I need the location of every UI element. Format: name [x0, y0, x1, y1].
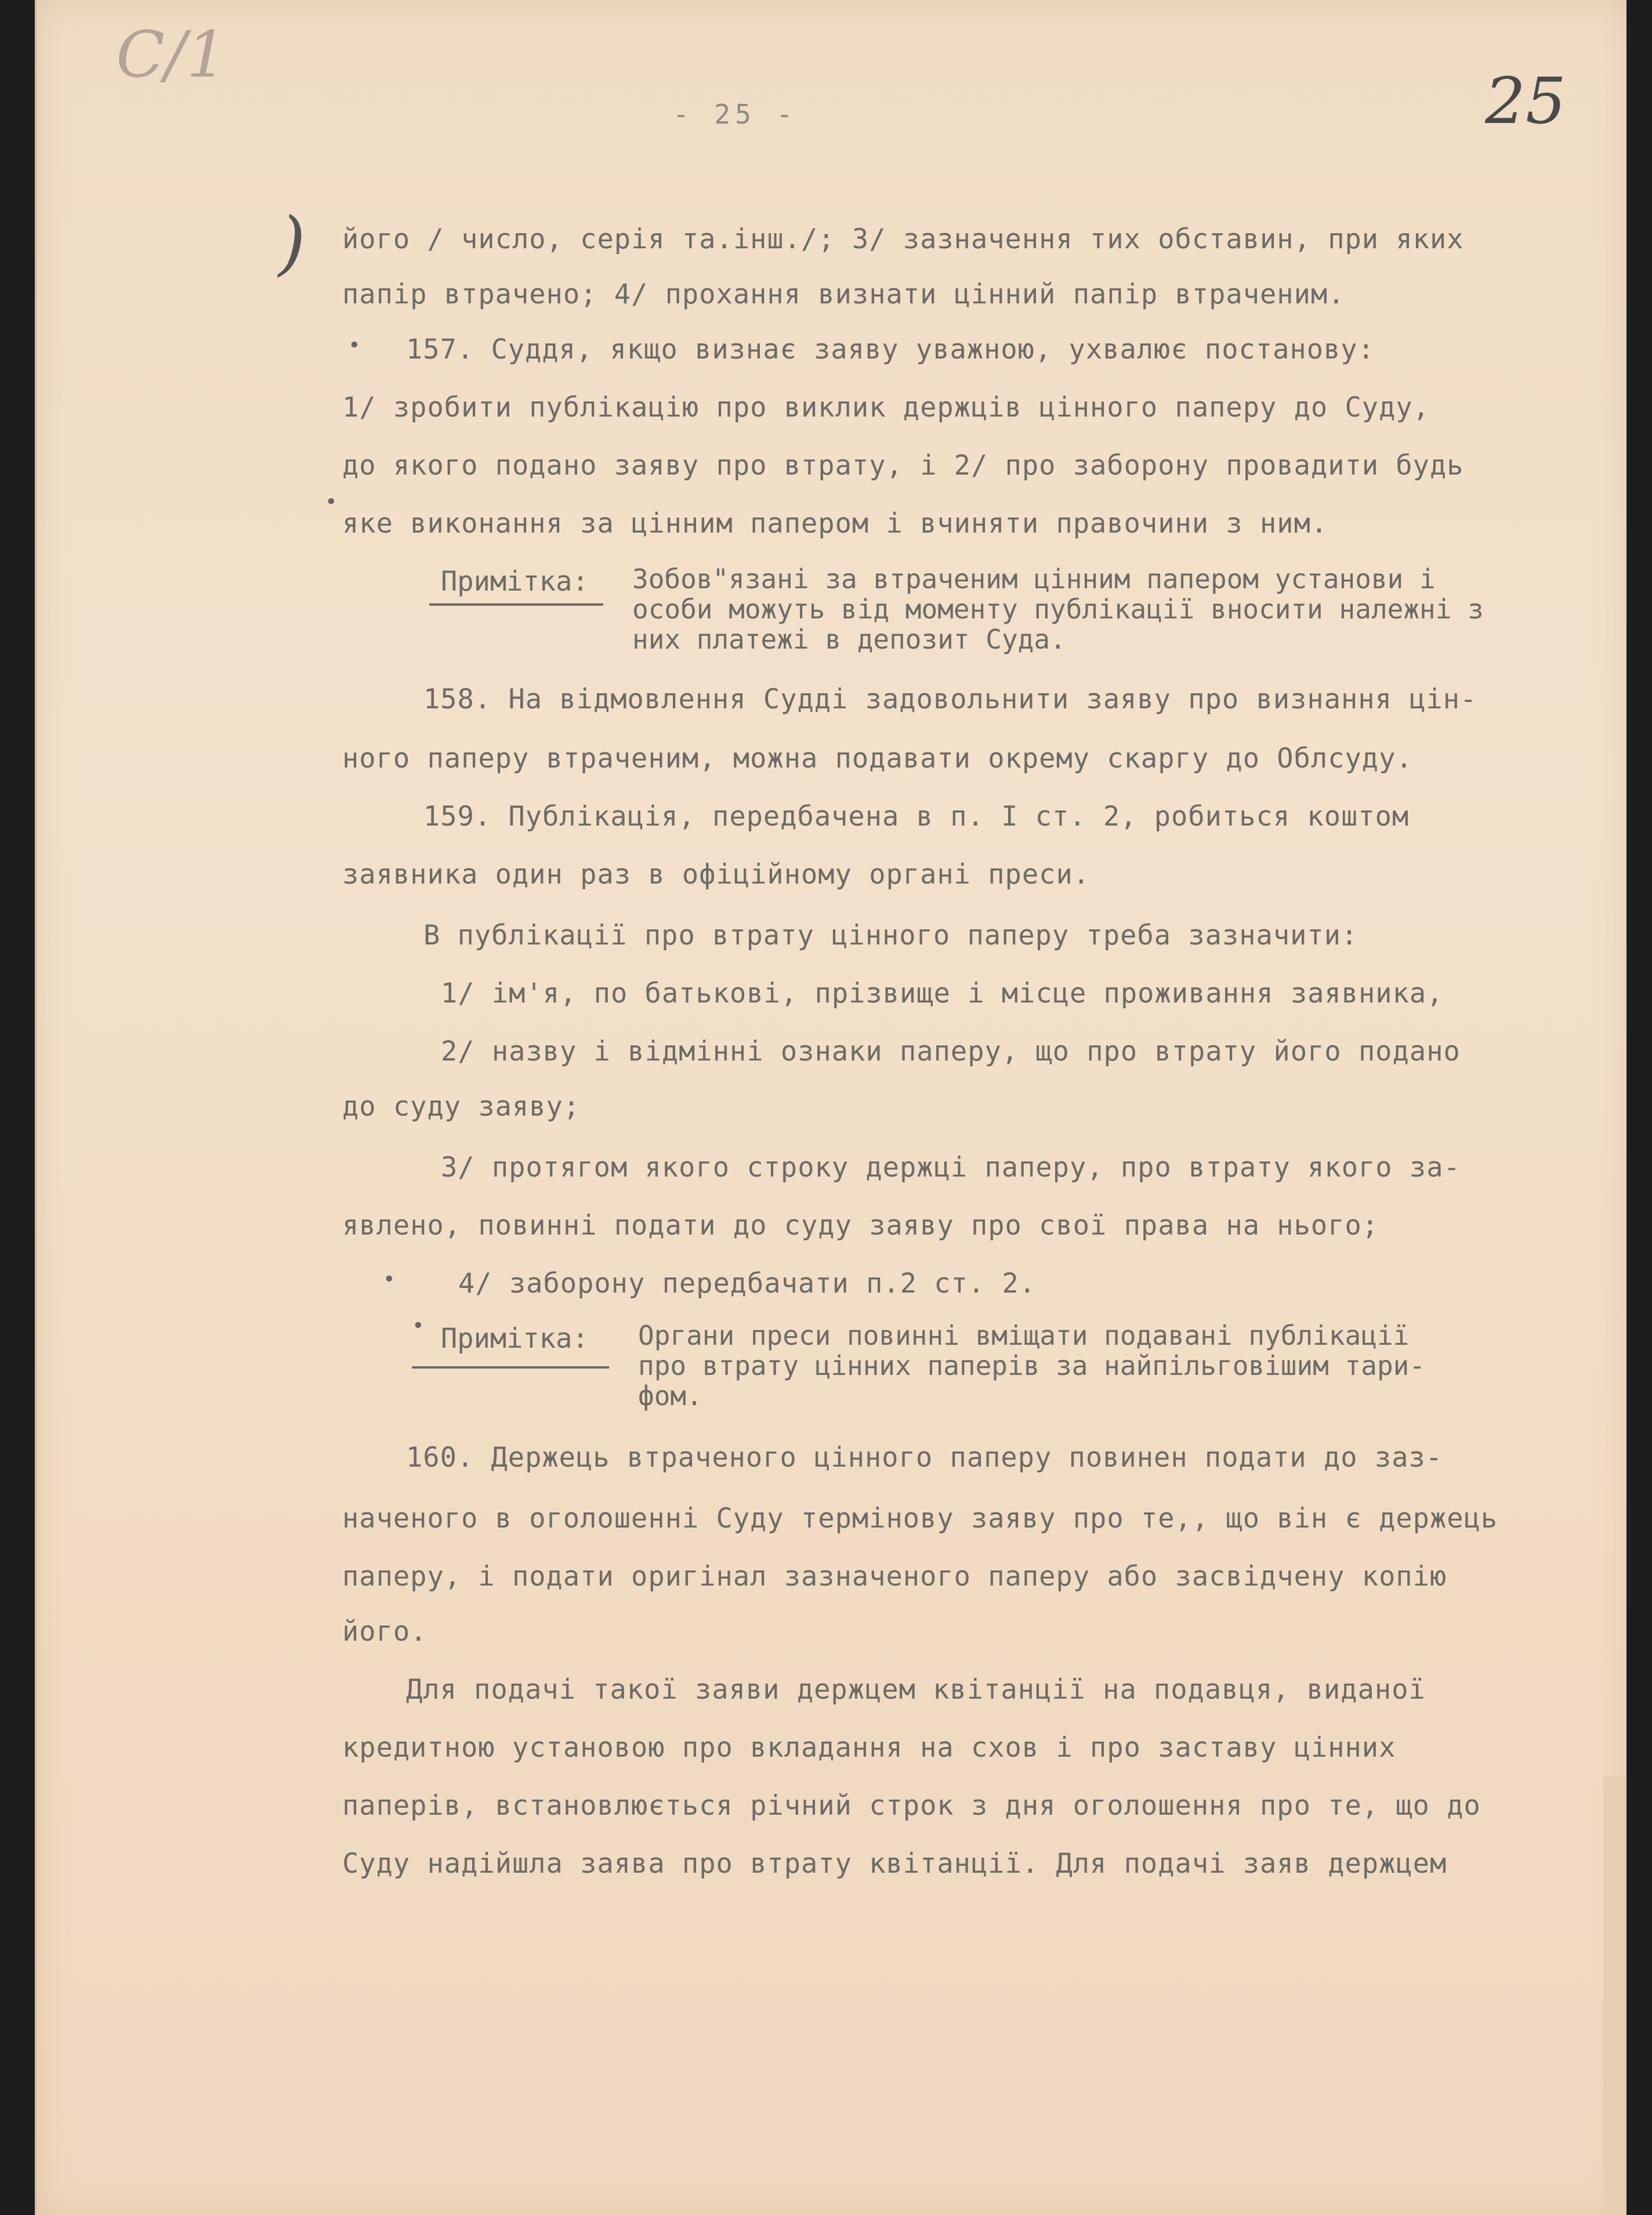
text-line: до якого подано заяву про втрату, і 2/ про заборону провадити будь	[342, 450, 1464, 482]
handwritten-page-number: 25	[1485, 64, 1566, 138]
document-page	[35, 0, 1626, 2215]
text-line: яке виконання за цінним папером і вчиняти правочини з ним.	[342, 508, 1328, 540]
text-line: його / число, серія та.інш./; 3/ зазначення тих обставин, при яких	[342, 223, 1464, 255]
margin-dot: •	[325, 490, 338, 514]
text-line: його.	[342, 1616, 428, 1648]
text-line: 158. На відмовлення Судді задовольнити заяву про визнання цін-	[423, 683, 1477, 715]
note-label: Примітка:	[441, 566, 589, 598]
text-line: 3/ протягом якого строку держці паперу, про втрату якого за-	[441, 1152, 1461, 1183]
text-line: папір втрачено; 4/ прохання визнати цінний папір втраченим.	[342, 278, 1345, 310]
margin-bracket-mark: )	[278, 203, 306, 284]
text-line: явлено, повинні подати до суду заяву про свої права на нього;	[342, 1210, 1379, 1242]
text-line: заявника один раз в офіційному органі преси.	[342, 859, 1091, 891]
note-text-line: них платежі в депозит Суда.	[632, 624, 1066, 655]
text-line: паперу, і подати оригінал зазначеного паперу або засвідчену копію	[342, 1561, 1447, 1593]
text-line: 4/ заборону передбачати п.2 ст. 2.	[458, 1268, 1037, 1300]
note-label: Примітка:	[441, 1323, 589, 1355]
note-text-line: особи можуть від моменту публікації вносити належні з	[632, 593, 1484, 625]
note-text-line: фом.	[638, 1380, 702, 1411]
text-line: В публікації про втрату цінного паперу треба зазначити:	[423, 920, 1358, 951]
text-line: 2/ назву і відмінні ознаки паперу, що про втрату його подано	[441, 1036, 1461, 1067]
note-text-line: Зобов"язані за втраченим цінним папером установи і	[632, 563, 1436, 595]
margin-dot: •	[412, 1314, 425, 1338]
note-text-line: Органи преси повинні вміщати подавані публікації	[638, 1320, 1410, 1351]
text-line: Для подачі такої заяви держцем квітанції на подавця, виданої	[406, 1674, 1426, 1706]
margin-dot: •	[383, 1268, 396, 1291]
text-line: 1/ ім'я, по батькові, прізвище і місце проживання заявника,	[441, 978, 1444, 1009]
text-line: 160. Держець втраченого цінного паперу повинен подати до заз-	[406, 1442, 1443, 1474]
text-line: Суду надійшла заява про втрату квітанції. Для подачі заяв держцем	[342, 1848, 1447, 1880]
margin-dot: •	[348, 334, 361, 357]
text-line: ного паперу втраченим, можна подавати окрему скаргу до Облсуду.	[342, 743, 1413, 774]
note-text-line: про втрату цінних паперів за найпільговішим тари-	[638, 1350, 1426, 1381]
text-line: 159. Публікація, передбачена в п. І ст. 2, робиться коштом	[423, 801, 1410, 833]
typed-page-number: - 25 -	[673, 99, 798, 130]
text-line: до суду заяву;	[342, 1091, 581, 1123]
text-line: 1/ зробити публікацію про виклик держців цінного паперу до Суду,	[342, 392, 1430, 424]
note-underline	[429, 603, 603, 606]
text-line: паперів, встановлюється річний строк з дня оголошення про те, що до	[342, 1790, 1481, 1822]
corner-handwritten-mark: С/1	[116, 17, 227, 92]
text-line: кредитною установою про вкладання на схов і про заставу цінних	[342, 1732, 1396, 1764]
paper-fold-edge	[1603, 1775, 1626, 2215]
note-underline	[412, 1366, 609, 1369]
text-line: наченого в оголошенні Суду термінову заяву про те,, що він є держець	[342, 1503, 1498, 1534]
text-line: 157. Суддя, якщо визнає заяву уважною, ухвалює постанову:	[406, 334, 1375, 365]
